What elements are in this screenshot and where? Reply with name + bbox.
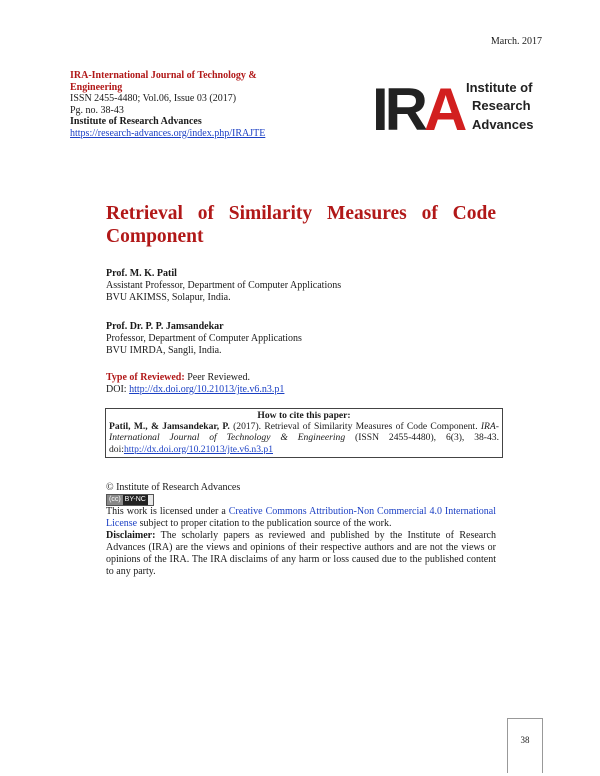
cc-license-badge[interactable] [106, 494, 154, 506]
doi-link[interactable]: http://dx.doi.org/10.21013/jte.v6.n3.p1 [129, 384, 285, 395]
author-position: Assistant Professor, Department of Computer Applications [106, 279, 342, 291]
logo-letter-i: I [372, 76, 385, 138]
issn-line: ISSN 2455-4480; Vol.06, Issue 03 (2017) [70, 93, 237, 104]
citation-doi-link[interactable]: http://dx.doi.org/10.21013/jte.v6.n3.p1 [123, 443, 273, 455]
citation-rest1: (2017). Retrieval of Similarity Measures of Code Component. [229, 421, 478, 433]
logo-line2: Research [472, 98, 531, 113]
license-text-start: This work is licensed under a [106, 506, 229, 518]
paper-title [106, 202, 496, 248]
title-line2: Component [106, 226, 204, 247]
disclaimer-text: The scholarly papers as reviewed and published by the Institute of Research Advances (IRA) are the views and opinions of their respective authors and are not the views or opinions of the IRA. The IRA disclaims of any harm or loss caused due to the published content to any party. [106, 530, 496, 578]
review-type-value: Peer Reviewed. [184, 372, 250, 383]
ira-logo [372, 76, 544, 138]
title-line1: Retrieval of Similarity Measures of Code [106, 203, 496, 224]
citation-heading: How to cite this paper: [257, 410, 351, 421]
logo-letter-a: A [424, 76, 464, 138]
cc-badge-left: (cc) [109, 496, 121, 503]
author-block-1 [106, 268, 506, 303]
citation-authors: Patil, M., & Jamsandekar, P. [109, 421, 230, 433]
cc-badge-right: BY-NC [124, 496, 146, 503]
author-name: Prof. Dr. P. P. Jamsandekar [106, 321, 224, 332]
citation-rest2: (ISSN 2455-4480), 6(3), 38-43. [345, 432, 499, 444]
citation-box [105, 408, 503, 458]
disclaimer-label: Disclaimer: [106, 530, 156, 542]
journal-url-link[interactable]: https://research-advances.org/index.php/IRAJTE [70, 127, 266, 139]
author-block-2 [106, 321, 506, 356]
license-section [106, 482, 496, 578]
review-type-label: Type of Reviewed: [106, 372, 185, 383]
publisher-name: Institute of Research Advances [70, 116, 202, 127]
logo-letter-r: R [384, 76, 425, 138]
citation-doi-prefix: doi: [109, 443, 124, 455]
cc-license-link[interactable]: Creative Commons Attribution-Non Commercial 4.0 International License [106, 506, 496, 530]
issue-date: March. 2017 [490, 36, 542, 47]
disclaimer [106, 530, 496, 578]
svg-text:IRA [372, 76, 466, 138]
author-position: Professor, Department of Computer Applications [106, 332, 302, 344]
author-affiliation: BVU IMRDA, Sangli, India. [106, 344, 222, 356]
page-number-box [507, 718, 543, 773]
page-range: Pg. no. 38-43 [70, 104, 124, 116]
citation-text [109, 421, 499, 455]
author-name: Prof. M. K. Patil [106, 268, 177, 279]
license-text-end: subject to proper citation to the publication source of the work. [137, 518, 392, 530]
citation-journal: IRA-International Journal of Technology & Engineering [109, 421, 499, 444]
doi-label: DOI: [106, 384, 130, 395]
copyright-line: © Institute of Research Advances [106, 482, 241, 493]
page-number: 38 [520, 735, 530, 745]
license-text [106, 506, 496, 530]
logo-line3: Advances [472, 117, 534, 132]
review-info [106, 372, 506, 396]
author-affiliation: BVU AKIMSS, Solapur, India. [106, 291, 231, 303]
journal-name: IRA-International Journal of Technology & Engineering [70, 70, 257, 93]
journal-info [70, 70, 300, 139]
logo-line1: Institute of [466, 80, 533, 95]
